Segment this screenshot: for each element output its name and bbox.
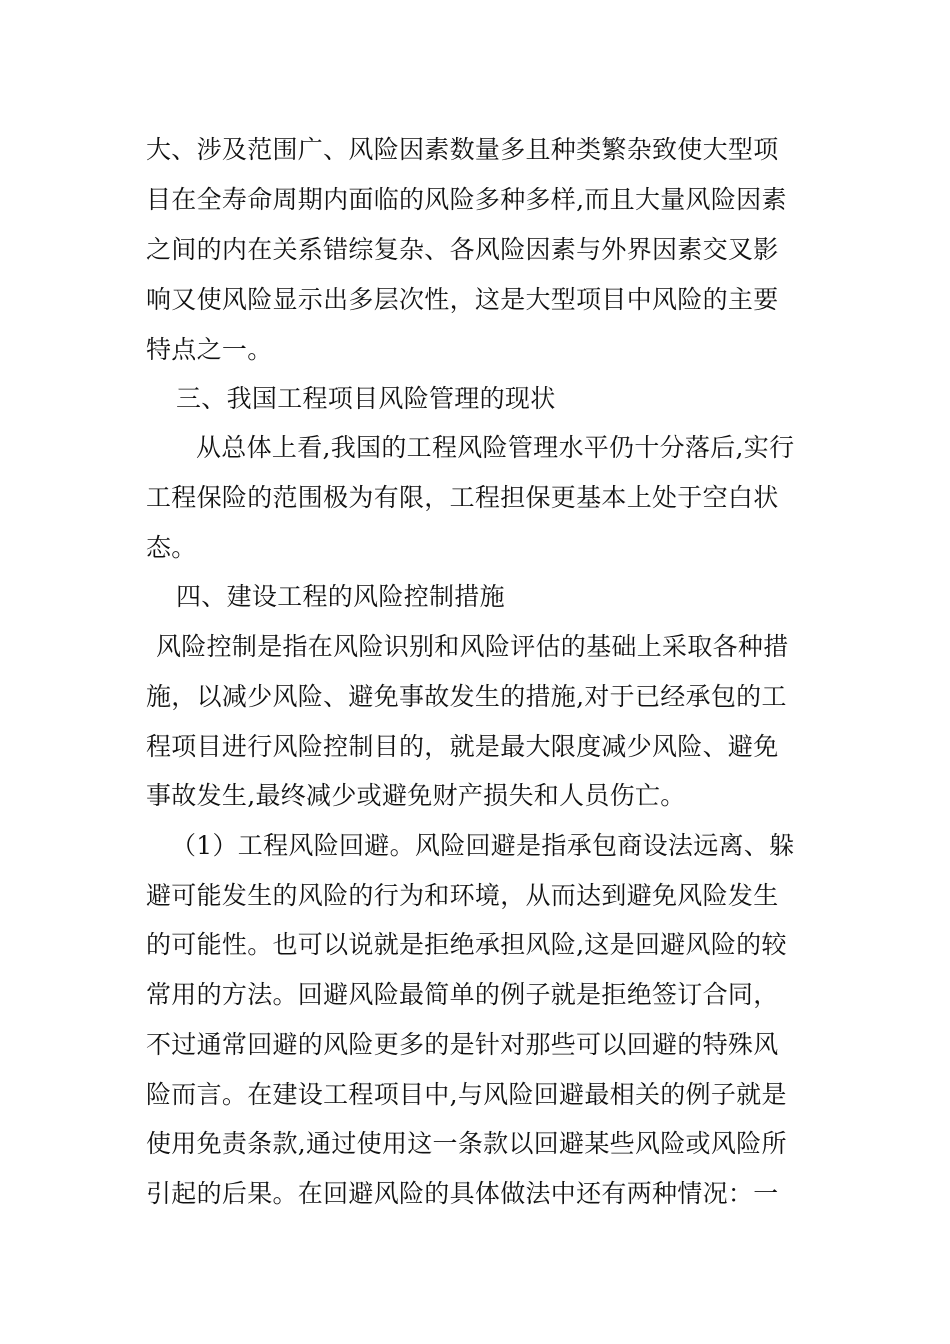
text-line: 不过通常回避的风险更多的是针对那些可以回避的特殊风 bbox=[146, 1030, 779, 1059]
text-line: 工程保险的范围极为有限，工程担保更基本上处于空白状 bbox=[146, 483, 779, 512]
section-heading: 四、建设工程的风险控制措施 bbox=[176, 582, 505, 611]
text-line: 施，以减少风险、避免事故发生的措施,对于已经承包的工 bbox=[146, 682, 787, 711]
text-line: 大、涉及范围广、风险因素数量多且种类繁杂致使大型项 bbox=[146, 135, 779, 164]
text-line: 特点之一。 bbox=[146, 335, 273, 364]
text-line: 风险控制是指在风险识别和风险评估的基础上采取各种措 bbox=[156, 632, 789, 661]
text-line: 的可能性。也可以说就是拒绝承担风险,这是回避风险的较 bbox=[146, 930, 787, 959]
text-line: 从总体上看,我国的工程风险管理水平仍十分落后,实行 bbox=[196, 433, 795, 462]
text-line: 险而言。在建设工程项目中,与风险回避最相关的例子就是 bbox=[146, 1080, 787, 1109]
text-line: 目在全寿命周期内面临的风险多种多样,而且大量风险因素 bbox=[146, 185, 787, 214]
text-line: （1）工程风险回避。风险回避是指承包商设法远离、躲 bbox=[171, 831, 795, 860]
text-line: 态。 bbox=[146, 533, 197, 562]
text-line: 引起的后果。在回避风险的具体做法中还有两种情况：一 bbox=[146, 1179, 779, 1208]
text-line: 之间的内在关系错综复杂、各风险因素与外界因素交叉影 bbox=[146, 235, 779, 264]
section-heading: 三、我国工程项目风险管理的现状 bbox=[176, 384, 556, 413]
text-line: 程项目进行风险控制目的，就是最大限度减少风险、避免 bbox=[146, 732, 779, 761]
text-line: 避可能发生的风险的行为和环境，从而达到避免风险发生 bbox=[146, 881, 779, 910]
text-line: 使用免责条款,通过使用这一条款以回避某些风险或风险所 bbox=[146, 1129, 787, 1158]
text-line: 常用的方法。回避风险最简单的例子就是拒绝签订合同， bbox=[146, 980, 779, 1009]
text-line: 事故发生,最终减少或避免财产损失和人员伤亡。 bbox=[146, 781, 686, 810]
text-line: 响又使风险显示出多层次性，这是大型项目中风险的主要 bbox=[146, 285, 779, 314]
